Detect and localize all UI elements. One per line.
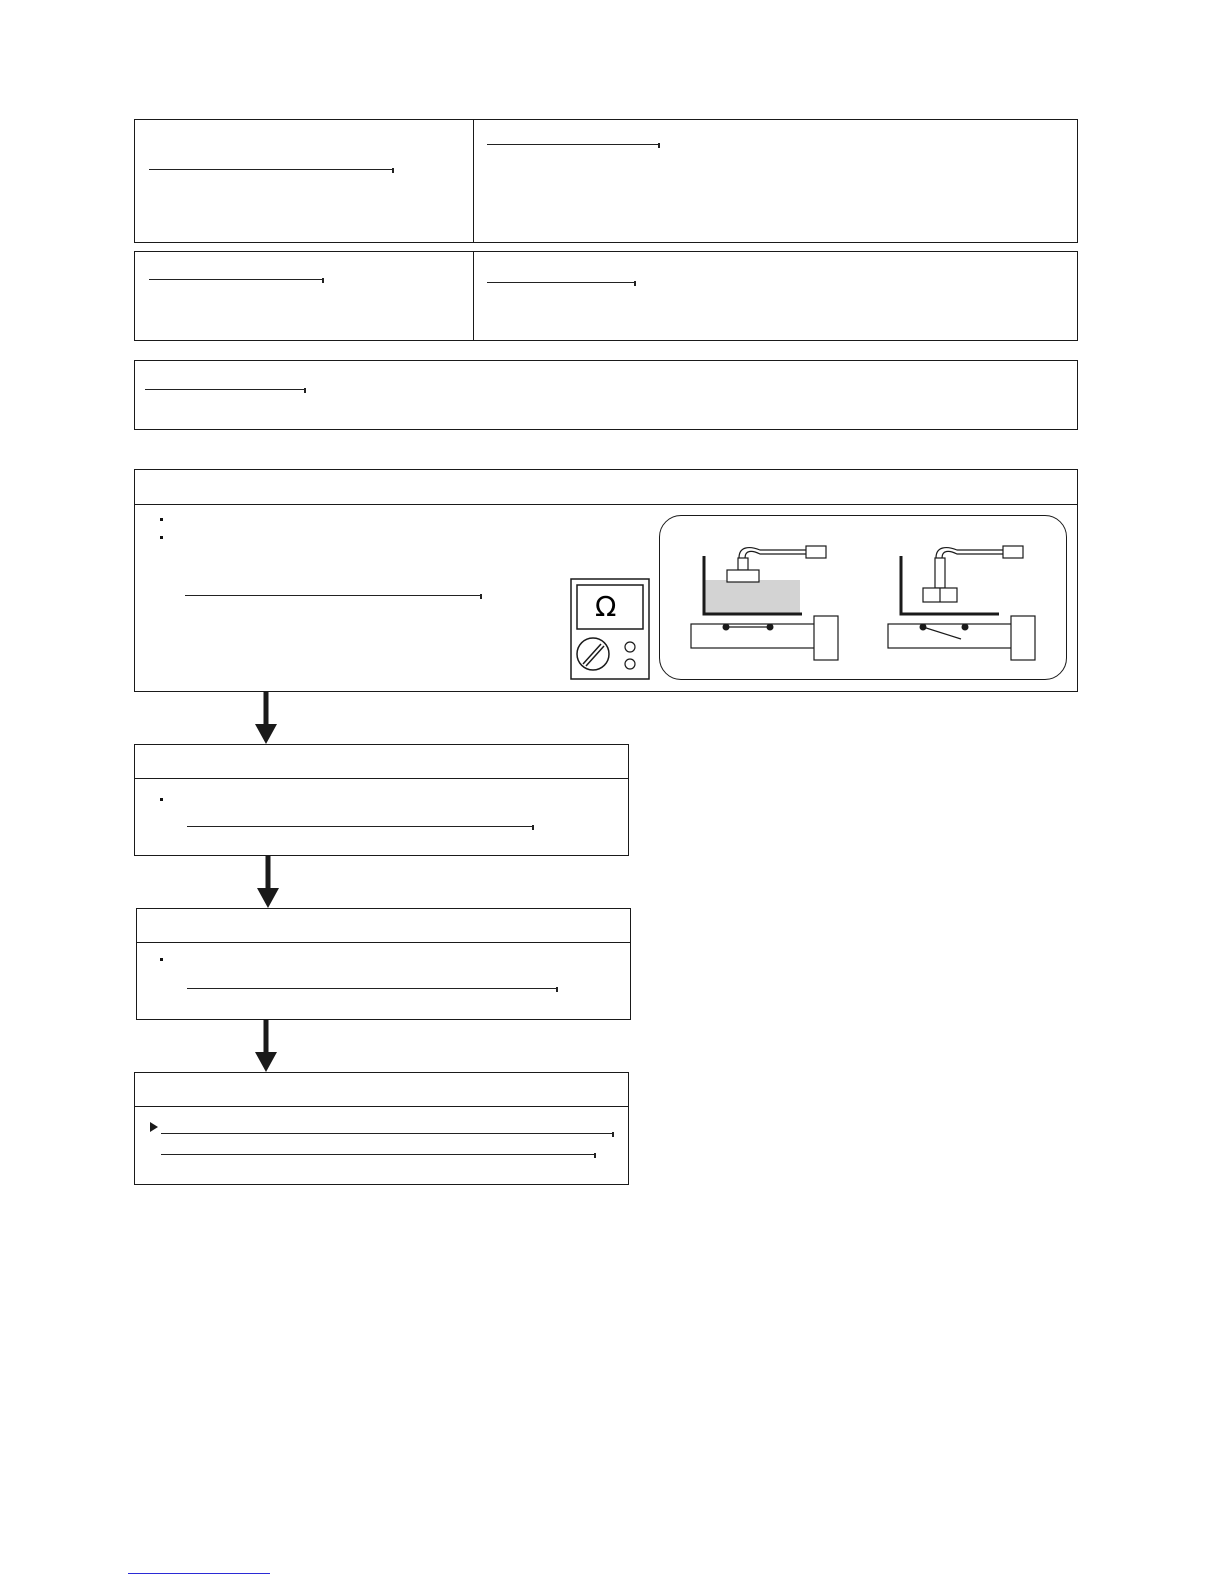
step-2-bullet [160,798,163,801]
info-box-1-left-underline [149,169,393,170]
step-2-box [134,744,629,856]
flow-arrow-3 [254,1020,278,1074]
step-3-bullet [160,958,163,961]
info-box-2-divider [473,252,474,340]
step-1-note-underline [185,595,481,596]
step-4-header [135,1073,628,1107]
flow-arrow-2 [256,856,280,910]
float-switch-raised-icon [690,542,840,662]
step-4-bullet-underline [161,1133,613,1134]
footer-link[interactable] [128,1573,270,1574]
step-1-header [135,470,1077,505]
step-1-bullet-1 [160,518,163,521]
step-4-pointer-icon [149,1122,159,1132]
info-box-1-divider [473,120,474,242]
ohm-symbol: Ω [595,590,617,623]
info-box-3 [134,360,1078,430]
flow-arrow-1 [254,692,278,746]
info-box-2-right-underline [487,282,635,283]
info-box-1 [134,119,1078,243]
step-2-note-underline [187,826,533,827]
float-switch-lowered-icon [887,542,1037,662]
step-2-header [135,745,628,779]
step-4-box [134,1072,629,1185]
info-box-3-underline [145,389,305,390]
info-box-1-right-underline [487,144,659,145]
step-1-bullet-2 [160,536,163,539]
info-box-2-left-underline [149,279,323,280]
step-3-header [137,909,630,943]
step-1-box [134,469,1078,692]
info-box-2 [134,251,1078,341]
step-3-note-underline [187,988,557,989]
step-3-box [136,908,631,1020]
step-4-note-underline [161,1154,595,1155]
